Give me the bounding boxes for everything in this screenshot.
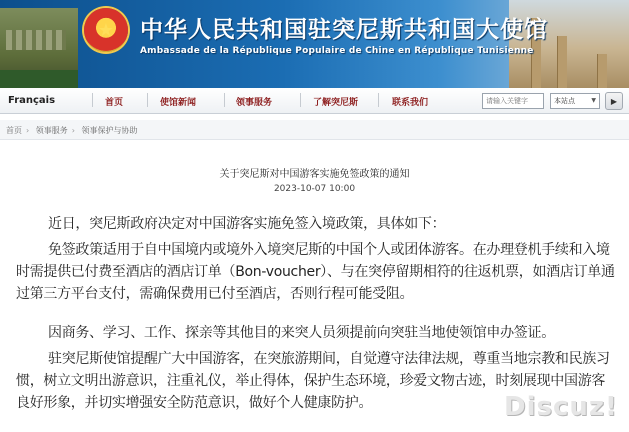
article-date: 2023-10-07 10:00 (273, 184, 356, 194)
breadcrumb-consular-protection[interactable]: 领事保护与协助 (81, 126, 138, 135)
nav-divider (147, 93, 148, 107)
breadcrumb-bar (0, 120, 629, 140)
nav-item-about-tunisia[interactable]: 了解突尼斯 (313, 98, 359, 108)
embassy-title: 中华人民共和国驻突尼斯共和国大使馆 (140, 17, 548, 43)
language-link-francais[interactable]: Français (8, 95, 56, 106)
article-paragraph: 因商务、学习、工作、探亲等其他目的来突人员须提前向突驻当地使领馆申办签证。 (48, 325, 555, 341)
breadcrumb-separator: › (71, 126, 75, 135)
nav-item-home[interactable]: 首页 (105, 98, 124, 108)
article-title: 关于突尼斯对中国游客实施免签政策的通知 (219, 169, 410, 180)
breadcrumb-home[interactable]: 首页 (6, 126, 22, 135)
ruin-pillar (557, 36, 567, 88)
national-emblem-icon: ★ (84, 8, 128, 52)
article-paragraph: 驻突尼斯使馆提醒广大中国游客，在突旅游期间，自觉遵守法律法规，尊重当地宗教和民族习惯，树立文明出游意识，注重礼仪，举止得体，保护生态环境，珍爱文物古迹，时刻展现中国游客良好形象，并切实增强安全防范意识，做好个人健康防护。 (16, 351, 610, 411)
nav-divider (224, 93, 225, 107)
great-wall-image (0, 8, 78, 88)
header-banner (0, 0, 629, 88)
nav-divider (92, 93, 93, 107)
article-paragraph: 免签政策适用于自中国境内或境外入境突尼斯的中国个人或团体游客。在办理登机手续和入境时需提供已付费至酒店的酒店订单（Bon-voucher）、与在突停留期相符的往返机票，如酒店订单通过第三方平台支付，需确保费用已付至酒店，否则行程可能受阻。 (16, 242, 615, 302)
search-go-button[interactable]: ▶ (605, 92, 623, 110)
nav-item-consular-services[interactable]: 领事服务 (236, 98, 273, 108)
nav-item-embassy-news[interactable]: 使馆新闻 (160, 98, 197, 108)
site-scope-value: 本站点 (554, 97, 575, 105)
main-nav (0, 88, 629, 114)
nav-divider (300, 93, 301, 107)
ruin-pillar (597, 54, 607, 88)
discuz-watermark: Discuz! (504, 392, 618, 422)
article-paragraph: 近日，突尼斯政府决定对中国游客实施免签入境政策，具体如下： (48, 216, 446, 232)
chevron-down-icon: ▼ (591, 97, 596, 104)
nav-divider (378, 93, 379, 107)
site-scope-select[interactable] (550, 93, 600, 109)
breadcrumb (6, 125, 142, 136)
embassy-subtitle: Ambassade de la République Populaire de Chine en République Tunisienne (140, 46, 534, 56)
breadcrumb-separator: › (26, 126, 30, 135)
nav-item-contact-us[interactable]: 联系我们 (392, 98, 429, 108)
search-input[interactable] (482, 93, 544, 109)
breadcrumb-consular-services[interactable]: 领事服务 (35, 126, 68, 135)
